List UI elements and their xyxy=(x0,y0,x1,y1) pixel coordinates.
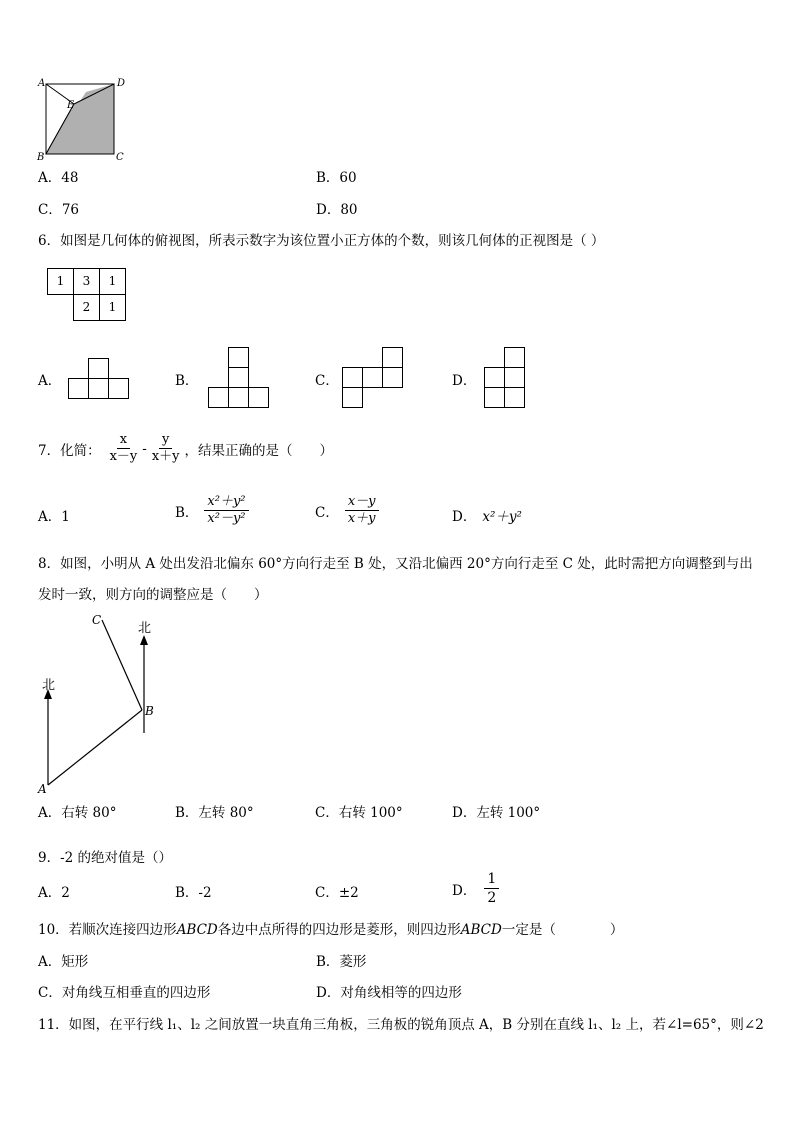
north-label-a: 北 xyxy=(42,678,56,693)
q6-option-d: D． xyxy=(452,373,477,389)
q5-option-c: C．76 xyxy=(38,202,80,218)
q6-option-b: B． xyxy=(175,373,199,389)
q9-option-a: A．2 xyxy=(38,885,70,901)
point-a-label: A xyxy=(38,782,47,795)
q8-stem-line2: 发时一致，则方向的调整应是（ ） xyxy=(38,587,268,603)
grid-cell: 1 xyxy=(99,268,126,295)
q10-option-d: D．对角线相等的四边形 xyxy=(316,985,462,1001)
q10-option-b: B．菱形 xyxy=(316,954,367,970)
top-view-grid xyxy=(47,268,127,322)
q6-figure-d xyxy=(484,346,526,408)
q11-stem: 11．如图，在平行线 l₁、l₂ 之间放置一块直角三角板，三角板的锐角顶点 A，B 分别在直线 l₁、l₂ 上，若∠l=65°，则∠2 xyxy=(38,1017,764,1033)
fraction-denominator: x＋y xyxy=(151,449,180,464)
q7-option-b: B． $\frac{\text{x²＋y²}}{\text{x²－y²}}$ xyxy=(175,494,249,527)
square-figure xyxy=(34,74,134,166)
grid-cell: 1 xyxy=(99,294,126,321)
q6-figure-b xyxy=(208,346,270,408)
label-b: B xyxy=(37,152,45,163)
grid-cell: 1 xyxy=(47,268,74,295)
q7-option-a: A．1 xyxy=(38,509,70,525)
fraction-numerator: x xyxy=(117,432,130,449)
q10-option-a: A．矩形 xyxy=(38,954,89,970)
label-e: E xyxy=(67,100,75,111)
fraction-denominator: x－y xyxy=(109,449,138,464)
label-d: D xyxy=(117,78,126,89)
q8-option-a: A．右转 80° xyxy=(38,805,117,821)
grid-cell: 3 xyxy=(73,268,100,295)
q6-stem: 6．如图是几何体的俯视图，所表示数字为该位置小正方体的个数，则该几何体的正视图是（ ） xyxy=(38,233,605,249)
direction-figure xyxy=(34,605,174,795)
q8-stem-line1: 8．如图，小明从 A 处出发沿北偏东 60°方向行走至 B 处，又沿北偏西 20°方向行走至 C 处，此时需把方向调整到与出 xyxy=(38,556,753,572)
label-c: C xyxy=(116,152,124,163)
q9-option-d: D． $\frac{1}{2}$ xyxy=(452,870,499,907)
q6-option-a: A． xyxy=(38,373,62,389)
q6-option-c: C． xyxy=(315,373,339,389)
q8-option-d: D．左转 100° xyxy=(452,805,541,821)
q9-option-c: C．±2 xyxy=(315,885,359,901)
q7-option-c: C． $\frac{x-y}{x+y}$ xyxy=(315,494,379,527)
q10-option-c: C．对角线互相垂直的四边形 xyxy=(38,985,211,1001)
grid-cell: 2 xyxy=(73,294,100,321)
point-c-label: C xyxy=(92,613,102,627)
q5-option-b: B．60 xyxy=(316,170,357,186)
q9-option-b: B．-2 xyxy=(175,885,212,901)
q8-option-c: C．右转 100° xyxy=(315,805,403,821)
q5-option-d: D．80 xyxy=(316,202,358,218)
point-b-label: B xyxy=(145,704,154,718)
q7-option-d: D． x²＋y² xyxy=(452,509,522,525)
q7-stem: 7．化简： $\frac{x}{x-y}$ - $\frac{y}{x+y}$ ，结果正确的是（ ） xyxy=(38,432,334,464)
q5-option-a: A．48 xyxy=(38,170,79,186)
label-a: A xyxy=(38,78,46,89)
q6-figure-a xyxy=(68,357,130,401)
north-label-b: 北 xyxy=(138,621,152,636)
q9-stem: 9．-2 的绝对值是（） xyxy=(38,850,173,866)
q6-figure-c xyxy=(342,346,404,408)
q8-option-b: B．左转 80° xyxy=(175,805,254,821)
fraction-numerator: y xyxy=(159,432,172,449)
q10-stem: 10．若顺次连接四边形ABCD各边中点所得的四边形是菱形，则四边形ABCD一定是（ ） xyxy=(38,922,624,938)
